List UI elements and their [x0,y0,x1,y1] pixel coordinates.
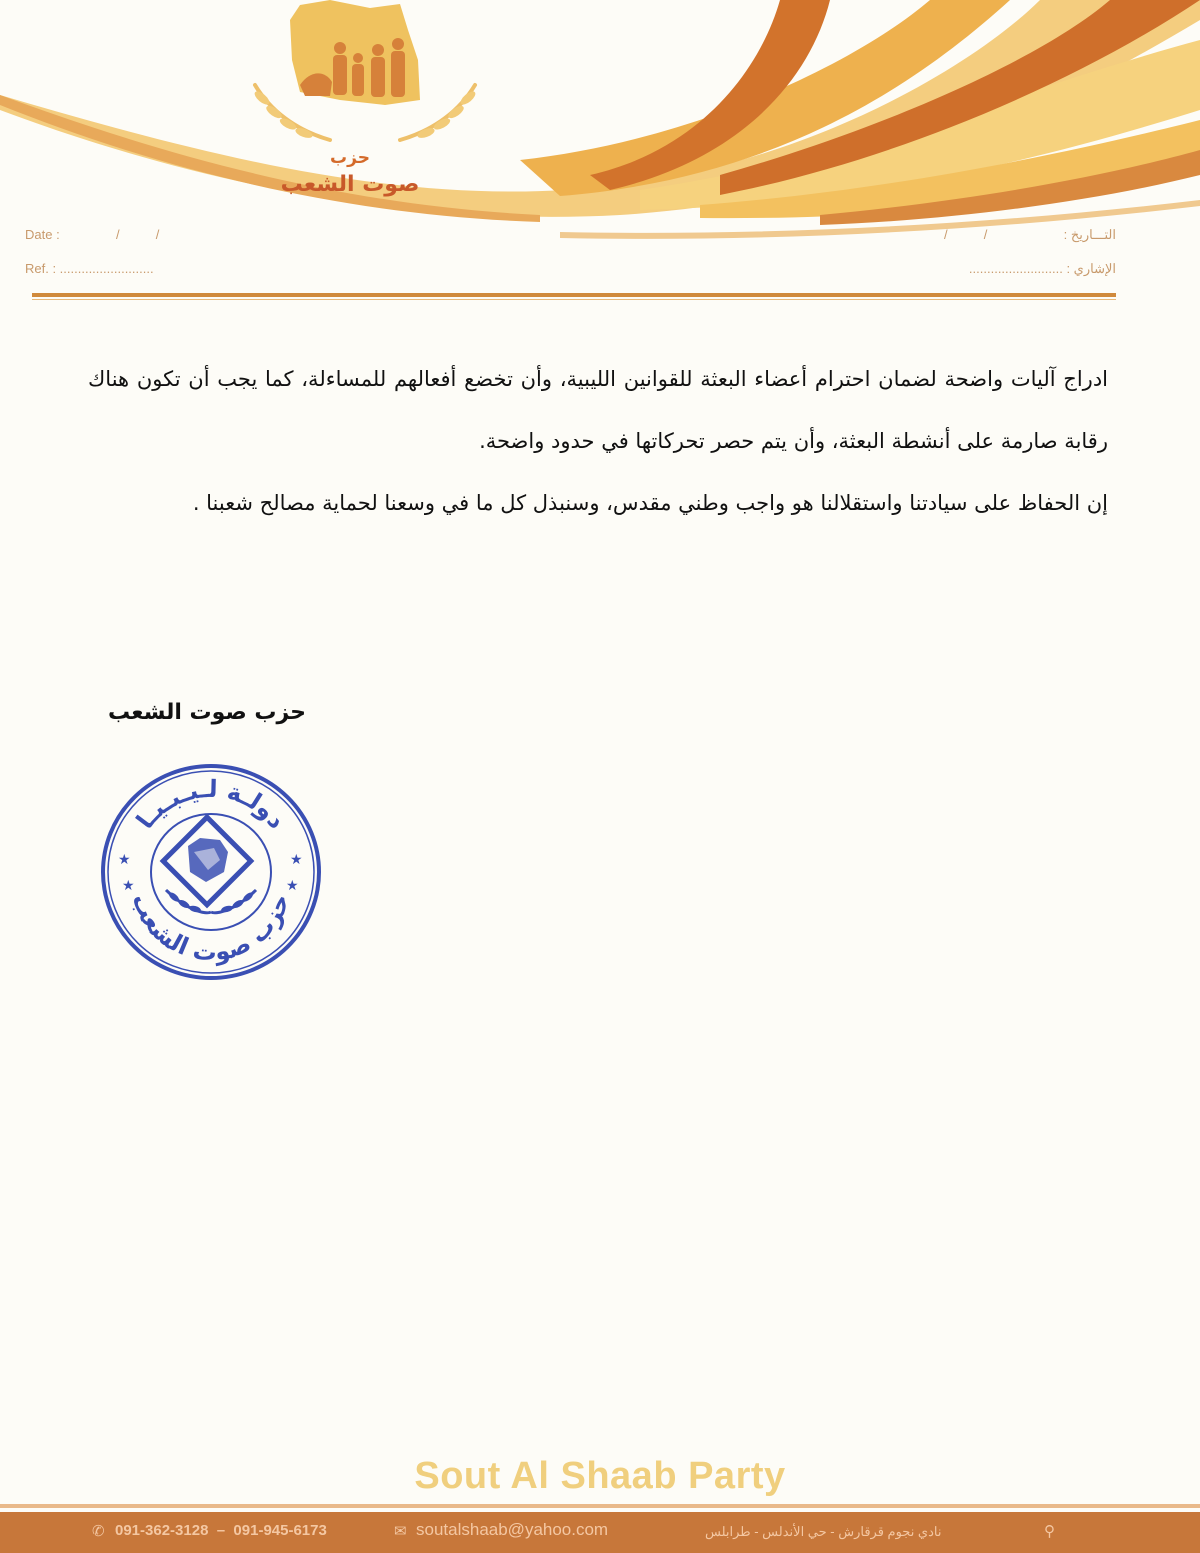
signature: حزب صوت الشعب [108,700,307,725]
footer-bar-accent [0,1504,1200,1508]
date-label-ar: التـــاريخ : [1063,227,1116,242]
footer-email: soutalshaab@yahoo.com [416,1520,609,1539]
body-paragraph-1: ادراج آليات واضحة لضمان احترام أعضاء البعثة للقوانين الليبية، وأن تخضع أفعالهم للمساءلة، كما يجب أن تكون هناك رقابة صارمة على أنشطة البعثة، وأن يتم حصر تحركاتها في حدود واضحة. [88,367,1108,453]
date-slashes-en: / / [116,227,160,242]
letterhead-header-art [0,0,1200,260]
logo-party-word: حزب [330,148,370,168]
svg-text:★: ★ [122,878,135,894]
phone-icon: ✆ [92,1523,105,1540]
svg-text:★: ★ [286,878,299,894]
email-icon: ✉ [394,1523,407,1540]
svg-text:★: ★ [118,852,131,868]
svg-text:★: ★ [290,852,303,868]
letter-body [88,348,1108,534]
date-label-en: Date : [25,227,60,242]
ref-label-ar: الإشاري : .......................... [968,261,1116,276]
header-divider-thin [32,299,1116,300]
footer-address: نادي نجوم قرقارش - حي الأندلس - طرابلس [705,1524,942,1539]
footer-phones: 091-362-3128 – 091-945-6173 [115,1522,327,1539]
header-divider [32,293,1116,297]
location-icon: ⚲ [1044,1523,1055,1540]
ref-label-en: Ref. : .......................... [25,261,154,276]
body-paragraph-2: إن الحفاظ على سيادتنا واستقلالنا هو واجب وطني مقدس، وسنبذل كل ما في وسعنا لحماية مصالح شعبنا . [192,491,1108,515]
logo-party-name: صوت الشعب [280,172,420,197]
stamp-bottom-text: حزب صوت الشعب [126,889,296,967]
official-stamp [96,760,326,985]
date-slashes-ar: / / [944,227,988,242]
stamp-top-text: دولـة لـيـبـيـا [130,774,292,835]
footer-party-title: Sout Al Shaab Party [414,1455,786,1497]
